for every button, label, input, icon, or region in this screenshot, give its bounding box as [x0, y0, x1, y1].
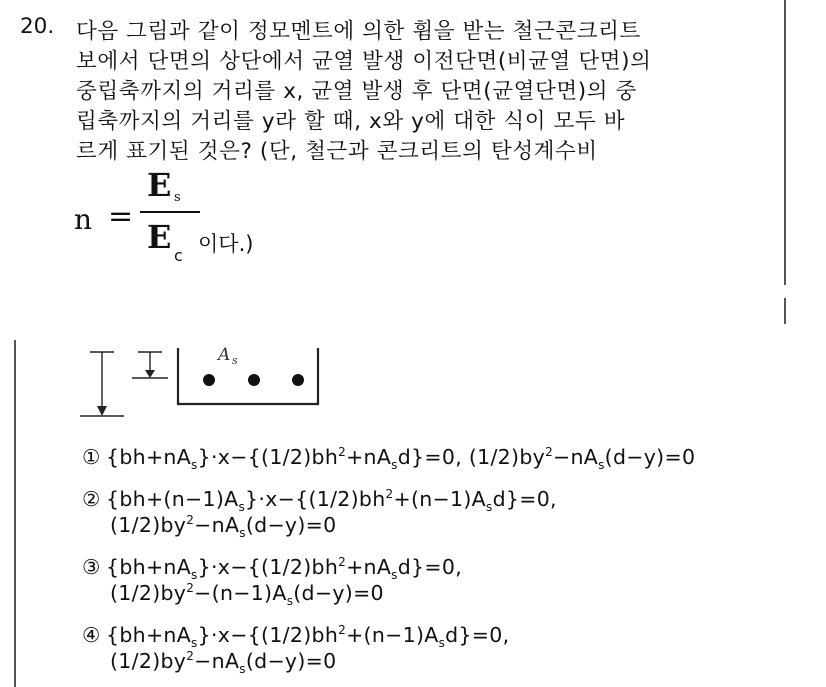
rebar-area-label-subscript: s — [232, 354, 238, 367]
question-line-2: 보에서 단면의 상단에서 균열 발생 이전단면(비균열 단면)의 — [76, 49, 652, 74]
question-number: 20. — [20, 14, 55, 39]
choice-4-text-line-2: $(1/2)by^2-nA_s(d-y)=0$ — [110, 649, 337, 677]
question-line-3: 중립축까지의 거리를 x, 균열 발생 후 단면(균열단면)의 중 — [76, 79, 637, 104]
formula-numerator-subscript: s — [174, 190, 181, 205]
formula-equals: = — [108, 199, 134, 234]
choice-3[interactable] — [82, 555, 462, 582]
column-divider-left — [14, 340, 16, 687]
choice-1-marker: ① — [82, 445, 101, 469]
choice-2-text-line-2: $(1/2)by^2-nA_s(d-y)=0$ — [110, 513, 337, 541]
fraction-bar — [140, 211, 200, 213]
choice-3-text-line-1: $\{bh+nA_s\}\cdot x-\{(1/2)bh^2+nA_sd\}=0$, — [106, 555, 463, 583]
choice-3-text-line-2: $(1/2)by^2-(n-1)A_s(d-y)=0$ — [110, 581, 384, 609]
choice-2[interactable] — [82, 487, 557, 514]
formula-numerator: E — [147, 166, 172, 204]
dimension-arrow-x — [97, 406, 107, 416]
formula-tail: 이다.) — [198, 232, 254, 256]
rebar-area-label: A — [218, 345, 231, 365]
formula-denominator: E — [147, 218, 172, 256]
column-divider-right — [784, 0, 786, 285]
question-line-1: 다음 그림과 같이 정모멘트에 의한 휨을 받는 철근콘크리트 — [76, 19, 641, 44]
question-line-5: 르게 표기된 것은? (단, 철근과 콘크리트의 탄성계수비 — [76, 139, 598, 164]
beam-section-figure — [60, 340, 340, 430]
rebar-dot-3 — [292, 374, 304, 386]
choice-1-text: $\{bh+nA_s\}\cdot x-\{(1/2)bh^2+nA_sd\}=0$, $(1/2)by^2-nA_s(d-y)=0$ — [106, 445, 696, 473]
choice-4[interactable] — [82, 623, 509, 650]
formula-lhs: n — [74, 203, 93, 236]
rebar-dot-1 — [203, 374, 215, 386]
rebar-dot-2 — [248, 374, 260, 386]
question-line-4: 립축까지의 거리를 y라 할 때, x와 y에 대한 식이 모두 바 — [76, 109, 626, 134]
formula-denominator-subscript: c — [174, 246, 183, 265]
choice-3-marker: ③ — [82, 555, 101, 579]
choice-4-text-line-1: $\{bh+nA_s\}\cdot x-\{(1/2)bh^2+(n-1)A_sd\}=0$, — [106, 623, 510, 651]
choice-1[interactable] — [82, 445, 695, 472]
dimension-arrow-y — [145, 370, 155, 378]
choice-2-text-line-1: $\{bh+(n-1)A_s\}\cdot x-\{(1/2)bh^2+(n-1)A_sd\}=0$, — [106, 487, 557, 515]
choice-4-marker: ④ — [82, 623, 101, 647]
column-divider-right-fragment — [784, 298, 786, 324]
choice-2-marker: ② — [82, 487, 101, 511]
